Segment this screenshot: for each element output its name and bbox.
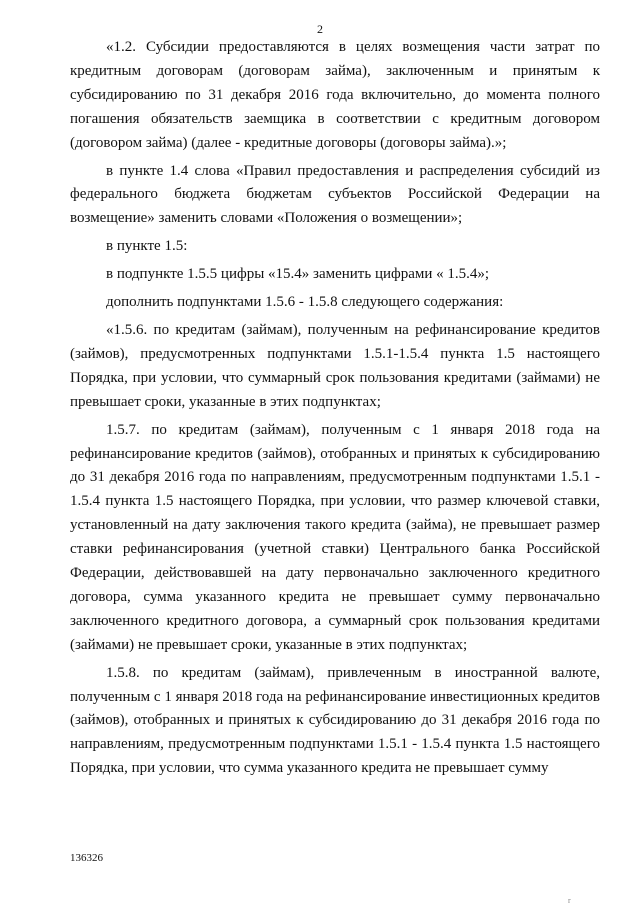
paragraph-1-5-5-amendment: в подпункте 1.5.5 цифры «15.4» заменить цифрами « 1.5.4»; [106,266,490,283]
paragraph-add-subitems: дополнить подпунктами 1.5.6 - 1.5.8 следующего содержания: [106,294,504,311]
paragraph-1-5-7: 1.5.7. по кредитам (займам), полученным с 1 января 2018 года на рефинансирование кредитов (займов), отобранных и принятых к субсидированию до 31 декабря 2016 года по направлениям, предусмотренным подпунктами 1.5.1 - 1.5.4 пункта 1.5 настоящего Порядка, при условии, что размер ключевой ставки, установленный на дату заключения такого кредита (займа), не превышает размер ставки рефинансирования (учетной ставки) Центрального банка Российской Федерации, действовавшей на дату первоначально заключенного кредитного договора, сумма указанного кредита не превышает сумму первоначально заключенного кредитного договора, а суммарный срок пользования кредитами (займами) не превышает сроки, указанные в этих подпунктах; [70,421,600,653]
paragraph-1-2: «1.2. Субсидии предоставляются в целях возмещения части затрат по кредитным договорам (договорам займа), заключенным и принятым к субсидированию по 31 декабря 2016 года включительно, до момента полного погашения обязательств заемщика в соответствии с кредитным договором (договором займа) (далее - кредитные договоры (договоры займа).»; [70,39,600,151]
document-body [70,36,600,785]
page-number: 2 [317,22,323,36]
paragraph-1-5-8: 1.5.8. по кредитам (займам), привлеченным в иностранной валюте, полученным с 1 января 2018 года на рефинансирование инвестиционных кредитов (займов), отобранных и принятых к субсидированию до 31 декабря 2016 года по направлениям, предусмотренным подпунктами 1.5.1 - 1.5.4 пункта 1.5 настоящего Порядка, при условии, что сумма указанного кредита не превышает сумму [70,664,600,777]
paragraph-1-5-heading: в пункте 1.5: [106,238,188,255]
paragraph-1-5-6: «1.5.6. по кредитам (займам), полученным на рефинансирование кредитов (займов), предусмотренных подпунктами 1.5.1-1.5.4 пункта 1.5 настоящего Порядка, при условии, что суммарный срок пользования кредитами (займами) не превышает сроки, указанные в этих подпунктах; [70,321,600,410]
corner-mark: r [568,896,571,905]
document-code: 136326 [70,852,103,864]
paragraph-1-4-amendment: в пункте 1.4 слова «Правил предоставления и распределения субсидий из федерального бюджета бюджетам субъектов Российской Федерации на возмещение» заменить словами «Положения о возмещении»; [70,162,600,227]
